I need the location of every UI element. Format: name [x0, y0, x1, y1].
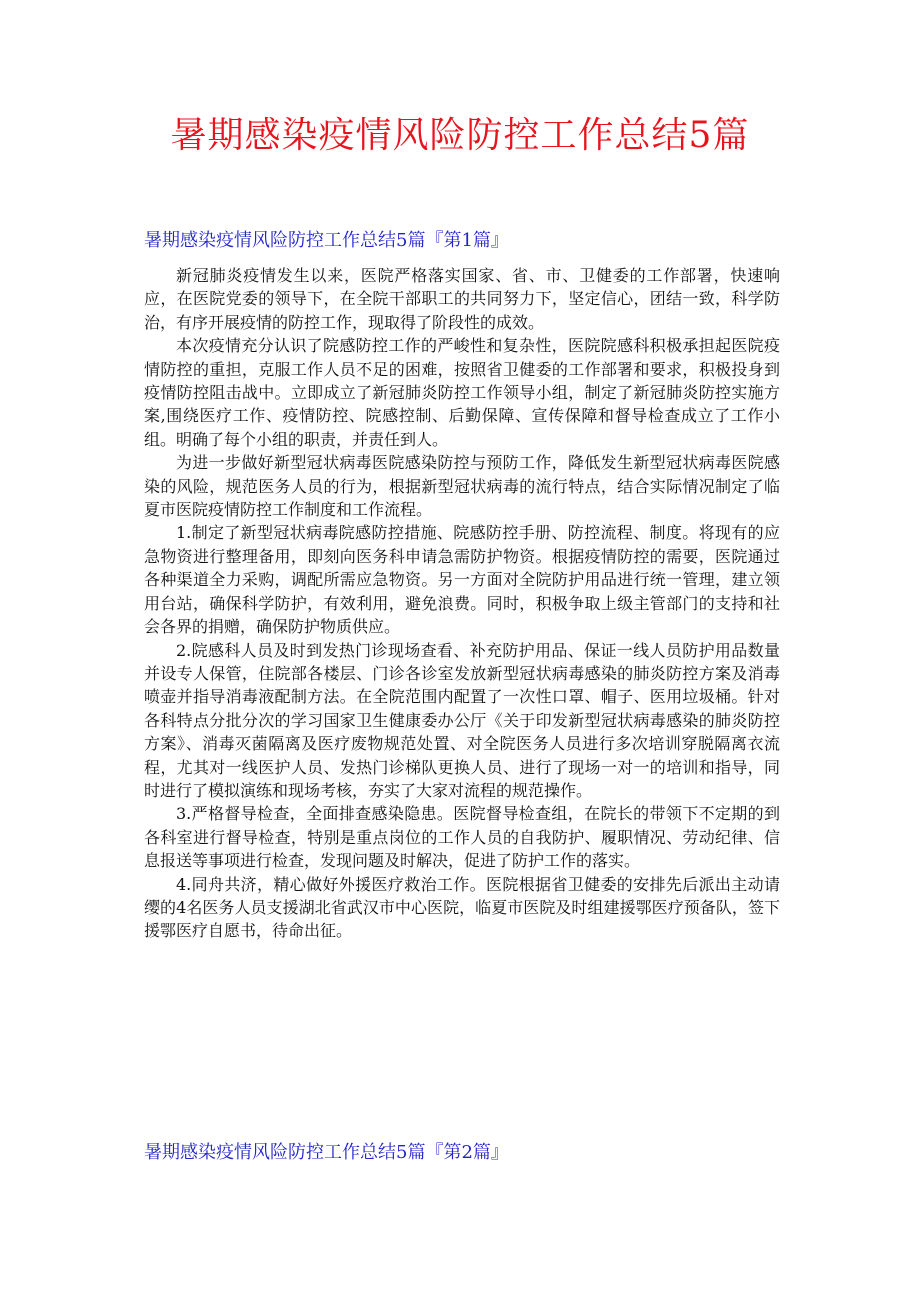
- section-heading-1: 暑期感染疫情风险防控工作总结5篇『第1篇』: [144, 230, 509, 251]
- paragraph: 4.同舟共济，精心做好外援医疗救治工作。医院根据省卫健委的安排先后派出主动请缨的4名医务人员支援湖北省武汉市中心医院，临夏市医院及时组建援鄂医疗预备队，签下援鄂医疗自愿书，待命出征。: [144, 874, 780, 941]
- paragraph: 1.制定了新型冠状病毒院感防控措施、院感防控手册、防控流程、制度。将现有的应急物资进行整理备用，即刻向医务科申请急需防护物资。根据疫情防控的需要，医院通过各种渠道全力采购，调配所需应急物资。另一方面对全院防护用品进行统一管理，建立领用台站，确保科学防护，有效利用，避免浪费。同时，积极争取上级主管部门的支持和社会各界的捐赠，确保防护物质供应。: [144, 523, 780, 637]
- paragraph: 新冠肺炎疫情发生以来，医院严格落实国家、省、市、卫健委的工作部署，快速响应，在医院党委的领导下，在全院干部职工的共同努力下，坚定信心，团结一致，科学防治，有序开展疫情的防控工作，现取得了阶段性的成效。: [144, 266, 780, 332]
- paragraph: 3.严格督导检查，全面排查感染隐患。医院督导检查组，在院长的带领下不定期的到各科室进行督导检查，特别是重点岗位的工作人员的自我防护、履职情况、劳动纪律、信息报送等事项进行检查，发现问题及时解决，促进了防护工作的落实。: [144, 804, 780, 871]
- paragraph: 本次疫情充分认识了院感防控工作的严峻性和复杂性，医院院感科积极承担起医院疫情防控的重担，克服工作人员不足的困难，按照省卫健委的工作部署和要求，积极投身到疫情防控阻击战中。立即成立了新冠肺炎防控工作领导小组，制定了新冠肺炎防控实施方案,围绕医疗工作、疫情防控、院感控制、后勤保障、宣传保障和督导检查成立了工作小组。明确了每个小组的职责，并责任到人。: [144, 336, 780, 449]
- section-1-body: [144, 264, 780, 943]
- paragraph: 为进一步做好新型冠状病毒医院感染防控与预防工作，降低发生新型冠状病毒医院感染的风险，规范医务人员的行为，根据新型冠状病毒的流行特点，结合实际情况制定了临夏市医院疫情防控工作制度和工作流程。: [144, 453, 780, 520]
- document-title: 暑期感染疫情风险防控工作总结5篇: [170, 115, 750, 156]
- section-heading-2: 暑期感染疫情风险防控工作总结5篇『第2篇』: [144, 1142, 509, 1163]
- paragraph: 2.院感科人员及时到发热门诊现场查看、补充防护用品、保证一线人员防护用品数量并设专人保管，住院部各楼层、门诊各诊室发放新型冠状病毒感染的肺炎防控方案及消毒喷壶并指导消毒液配制方法。在全院范围内配置了一次性口罩、帽子、医用垃圾桶。针对各科特点分批分次的学习国家卫生健康委办公厅《关于印发新型冠状病毒感染的肺炎防控方案》、消毒灭菌隔离及医疗废物规范处置、对全院医务人员进行多次培训穿脱隔离衣流程，尤其对一线医护人员、发热门诊梯队更换人员、进行了现场一对一的培训和指导，同时进行了模拟演练和现场考核，夯实了大家对流程的规范操作。: [144, 640, 780, 800]
